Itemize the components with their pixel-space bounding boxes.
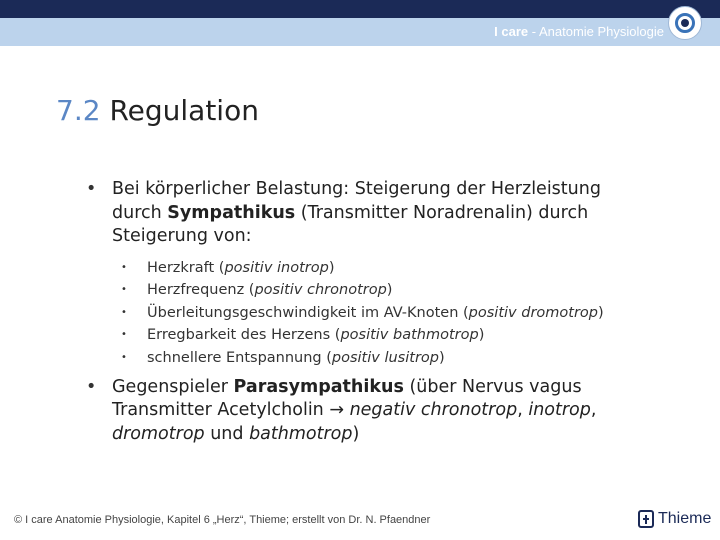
top-bar	[0, 0, 720, 18]
bullet-item	[86, 376, 606, 447]
bullet-list	[86, 178, 606, 446]
brand-bold: I care	[494, 24, 529, 39]
slide-title	[56, 94, 259, 127]
text-run: inotrop	[528, 400, 591, 420]
text-run: (Transmitter Noradrenalin) durch Steigerung von:	[112, 202, 589, 246]
text-run: positiv chronotrop	[254, 282, 387, 298]
text-run: Herzfrequenz (	[147, 282, 255, 298]
footer-credit: © I care Anatomie Physiologie, Kapitel 6 „Herz“, Thieme; erstellt von Dr. N. Pfaendner	[14, 514, 431, 526]
bullet-dot: •	[86, 179, 97, 199]
publisher-logo	[638, 510, 711, 528]
thieme-logo-icon	[638, 510, 654, 528]
sub-bullet-text	[147, 325, 606, 345]
text-run: und	[204, 423, 250, 444]
text-run: )	[328, 259, 335, 276]
sub-bullet-dot: •	[121, 284, 127, 295]
sub-bullet-item	[121, 280, 606, 300]
brand-rest: - Anatomie Physiologie	[528, 24, 664, 39]
text-run: dromotrop	[112, 423, 205, 444]
text-run: Herzkraft (	[147, 259, 225, 276]
title-text: Regulation	[109, 94, 259, 127]
text-run: )	[386, 282, 393, 298]
text-run: Überleitungsgeschwindigkeit im AV-Knoten (	[147, 304, 469, 321]
sub-bullet-text	[147, 258, 606, 278]
text-run: Gegenspieler	[112, 376, 234, 397]
eye-logo-icon	[668, 6, 702, 40]
bullet-item	[86, 178, 606, 368]
sub-bullet-text	[147, 348, 606, 368]
text-run: positiv bathmotrop	[340, 327, 479, 343]
text-run: bathmotrop	[249, 423, 353, 444]
publisher-name: Thieme	[658, 510, 712, 527]
text-run: )	[352, 423, 360, 444]
bullet-text	[112, 178, 606, 249]
text-run: negativ chronotrop	[349, 400, 518, 420]
sub-bullet-dot: •	[121, 329, 127, 340]
sub-bullet-dot: •	[121, 306, 127, 318]
sub-bullet-item	[121, 348, 606, 368]
text-run: Erregbarkeit des Herzens (	[147, 327, 341, 343]
bullet-dot: •	[86, 376, 97, 397]
text-run: )	[438, 349, 445, 366]
sub-list	[121, 258, 606, 368]
sub-bullet-text	[147, 280, 606, 300]
sub-bullet-dot: •	[121, 351, 127, 363]
sub-bullet-item	[121, 325, 606, 345]
text-run: Sympathikus	[167, 202, 296, 223]
sub-bullet-text	[147, 303, 606, 323]
title-number: 7.2	[56, 94, 101, 127]
text-run: (über Nervus vagus Transmitter Acetylcholin →	[112, 376, 582, 420]
text-run: positiv inotrop	[224, 259, 329, 276]
sub-bullet-item	[121, 258, 606, 278]
text-run: Bei körperlicher Belastung: Steigerung der Herzleistung durch	[112, 179, 601, 223]
text-run: positiv lusitrop	[331, 349, 439, 366]
brand-title	[494, 24, 664, 39]
text-run: ,	[590, 400, 597, 420]
sub-bullet-dot: •	[121, 261, 127, 273]
text-run: Parasympathikus	[233, 376, 404, 397]
text-run: ,	[517, 400, 529, 420]
text-run: schnellere Entspannung (	[147, 349, 332, 366]
text-run: positiv dromotrop	[468, 304, 598, 321]
bullet-text	[112, 376, 606, 447]
text-run: )	[478, 327, 485, 343]
text-run: )	[598, 304, 604, 321]
sub-bullet-item	[121, 303, 606, 323]
